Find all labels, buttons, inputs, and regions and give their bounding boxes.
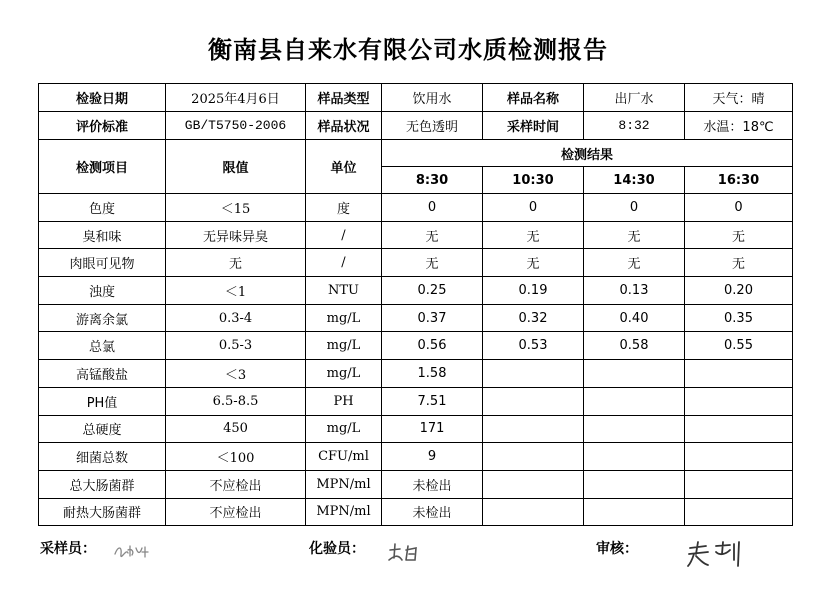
result-cell [584,443,685,471]
result-cell: 0.37 [382,304,483,332]
tester-label: 化验员： [309,541,365,557]
result-cell: 0.55 [685,332,793,360]
item-cell: 总氯 [39,332,166,360]
result-cell [584,498,685,526]
result-cell: 171 [382,415,483,443]
result-cell [685,415,793,443]
result-cell: 未检出 [382,470,483,498]
table-row [39,360,793,388]
limit-header: 限值 [166,140,306,194]
limit-cell: 0.3-4 [166,304,306,332]
unit-header: 单位 [306,140,382,194]
result-cell: 无 [382,221,483,249]
limit-cell: 无 [166,249,306,277]
result-cell [483,470,584,498]
result-cell [685,387,793,415]
table-row [39,498,793,526]
result-cell: 0.19 [483,277,584,305]
result-cell [685,360,793,388]
result-cell: 无 [483,249,584,277]
table-row [39,277,793,305]
header-row-1 [39,140,793,167]
report-table [38,83,793,526]
item-cell: 耐热大肠菌群 [39,498,166,526]
limit-cell: 450 [166,415,306,443]
name-label: 样品名称 [483,84,584,112]
table-row [39,415,793,443]
result-cell: 9 [382,443,483,471]
unit-cell: / [306,221,382,249]
unit-cell: 度 [306,194,382,222]
result-cell: 0.40 [584,304,685,332]
result-cell: 0.32 [483,304,584,332]
result-cell: 0 [483,194,584,222]
unit-cell: NTU [306,277,382,305]
result-cell [685,470,793,498]
date-label: 检验日期 [39,84,166,112]
limit-cell: ＜15 [166,194,306,222]
result-cell [685,443,793,471]
result-cell: 0.35 [685,304,793,332]
result-cell: 无 [382,249,483,277]
result-cell: 0 [584,194,685,222]
result-cell: 0 [382,194,483,222]
reviewer-label: 审核： [596,541,638,557]
limit-cell: ＜100 [166,443,306,471]
table-row [39,443,793,471]
time-value: 8:32 [584,112,685,140]
sampler-signature [112,540,152,562]
info-row-1 [39,84,793,112]
unit-cell: mg/L [306,415,382,443]
date-value: 2025年4月6日 [166,84,306,112]
result-cell: 无 [584,249,685,277]
name-value: 出厂水 [584,84,685,112]
item-cell: 总大肠菌群 [39,470,166,498]
result-cell [584,470,685,498]
result-cell [483,443,584,471]
sampler-label: 采样员： [40,541,96,557]
result-cell: 无 [685,249,793,277]
table-row [39,332,793,360]
result-cell: 0.58 [584,332,685,360]
item-cell: 高锰酸盐 [39,360,166,388]
result-cell [483,415,584,443]
item-cell: 肉眼可见物 [39,249,166,277]
result-cell: 0.25 [382,277,483,305]
item-cell: 细菌总数 [39,443,166,471]
standard-value: GB/T5750-2006 [166,112,306,140]
unit-cell: MPN/ml [306,470,382,498]
result-cell: 无 [685,221,793,249]
info-row-2 [39,112,793,140]
item-cell: 总硬度 [39,415,166,443]
status-value: 无色透明 [382,112,483,140]
limit-cell: 不应检出 [166,470,306,498]
time-header-2: 10:30 [483,167,584,194]
result-cell: 0.53 [483,332,584,360]
result-cell [584,387,685,415]
limit-cell: 6.5-8.5 [166,387,306,415]
unit-cell: CFU/ml [306,443,382,471]
unit-cell: / [306,249,382,277]
result-cell: 未检出 [382,498,483,526]
result-cell: 0 [685,194,793,222]
report-title: 衡南县自来水有限公司水质检测报告 [208,36,608,64]
standard-label: 评价标准 [39,112,166,140]
limit-cell: 不应检出 [166,498,306,526]
weather-value: 天气：晴 [685,84,793,112]
limit-cell: 0.5-3 [166,332,306,360]
status-label: 样品状况 [306,112,382,140]
table-row [39,304,793,332]
result-cell [483,360,584,388]
result-cell: 无 [584,221,685,249]
type-label: 样品类型 [306,84,382,112]
result-cell [483,498,584,526]
time-header-4: 16:30 [685,167,793,194]
result-cell: 7.51 [382,387,483,415]
result-cell: 1.58 [382,360,483,388]
result-cell: 0.56 [382,332,483,360]
item-cell: 浊度 [39,277,166,305]
water-temp-value: 水温：18℃ [685,112,793,140]
result-cell [584,415,685,443]
result-cell [584,360,685,388]
table-row [39,221,793,249]
item-header: 检测项目 [39,140,166,194]
limit-cell: ＜1 [166,277,306,305]
result-cell: 0.20 [685,277,793,305]
table-row [39,194,793,222]
results-header: 检测结果 [382,140,793,167]
item-cell: 色度 [39,194,166,222]
table-row [39,387,793,415]
time-label: 采样时间 [483,112,584,140]
limit-cell: ＜3 [166,360,306,388]
item-cell: 臭和味 [39,221,166,249]
unit-cell: mg/L [306,360,382,388]
table-row [39,470,793,498]
result-cell: 无 [483,221,584,249]
limit-cell: 无异味异臭 [166,221,306,249]
item-cell: 游离余氯 [39,304,166,332]
table-row [39,249,793,277]
unit-cell: MPN/ml [306,498,382,526]
reviewer-signature [686,540,742,568]
tester-signature [386,540,430,566]
type-value: 饮用水 [382,84,483,112]
item-cell: PH值 [39,387,166,415]
unit-cell: mg/L [306,304,382,332]
unit-cell: mg/L [306,332,382,360]
result-cell: 0.13 [584,277,685,305]
result-cell [685,498,793,526]
result-cell [483,387,584,415]
time-header-1: 8:30 [382,167,483,194]
unit-cell: PH [306,387,382,415]
time-header-3: 14:30 [584,167,685,194]
